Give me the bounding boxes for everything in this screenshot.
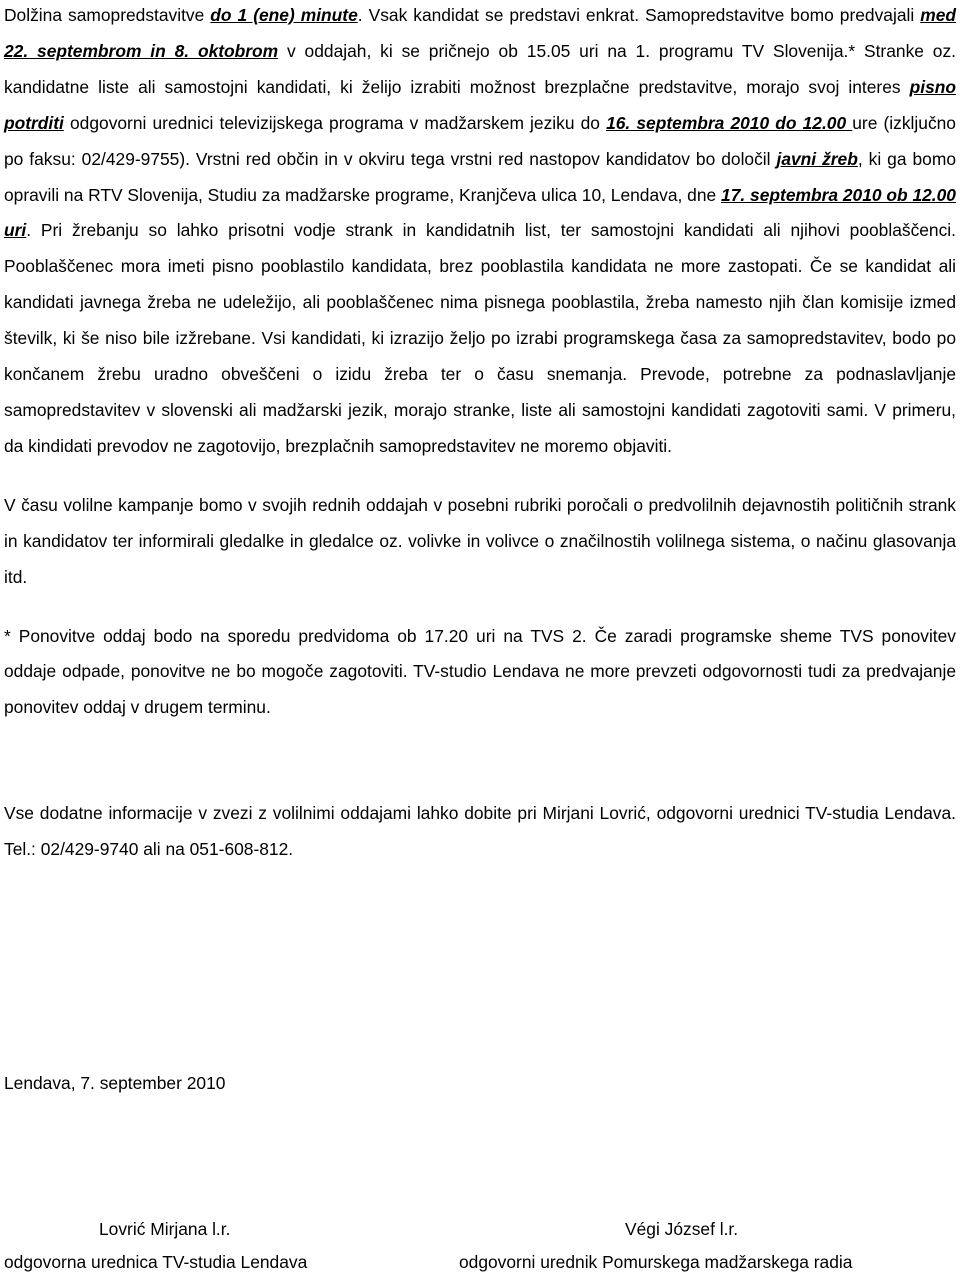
signature-right-name: Végi József l.r. (625, 1219, 739, 1239)
signature-right-role: odgovorni urednik Pomurskega madžarskega radia (459, 1252, 853, 1272)
emphasis-written-confirmation: pisno potrditi (4, 76, 956, 133)
text-segment: . Vsak kandidat se predstavi enkrat. Samopredstavitve bomo predvajali (357, 5, 921, 25)
emphasis-deadline: 16. septembra 2010 do 12.00 (606, 112, 853, 133)
text-segment: v oddajah, ki se pričnejo ob 15.05 uri na 1. programu TV Slovenija.* Stranke oz. kandidatne liste ali samostojni kandidati, ki želijo izrabiti možnost brezplačne predstavitve, morajo svoj interes (4, 40, 956, 97)
text-segment: . Pri žrebanju so lahko prisotni vodje strank in kandidatnih list, ter samostojni kandidati ali njihovi pooblaščenci. Pooblaščenec mora imeti pisno pooblastilo kandidata, brez pooblastila kandidata ne more zastopati. Če se kandidat ali kandidati javnega žreba ne udeležijo, ali pooblaščenec nima pisnega pooblastila, žreba namesto njih član komisije izmed številk, ki še niso bile izžrebane. Vsi kandidati, ki izrazijo željo po izrabi programskega časa za samopredstavitev, bodo po končanem žrebu uradno obveščeni o izidu žreba ter o času snemanja. Prevode, potrebne za podnaslavljanje samopredstavitev v slovenski ali madžarski jezik, morajo stranke, liste ali samostojni kandidati zagotoviti sami. V primeru, da kindidati prevodov ne zagotovijo, brezplačnih samopredstavitev ne moremo objaviti. (4, 220, 956, 456)
emphasis-duration: do 1 (ene) minute (210, 5, 358, 25)
signature-left-name: Lovrić Mirjana l.r. (99, 1219, 231, 1239)
text-segment: Dolžina samopredstavitve (4, 5, 211, 25)
paragraph-campaign-coverage: V času volilne kampanje bomo v svojih rednih oddajah v posebni rubriki poročali o predvolilnih dejavnostih političnih strank in kandidatov ter informirali gledalke in gledalce oz. volivke in volivce o značilnostih volilnega sistema, o načinu glasovanja itd. (4, 494, 956, 587)
text-segment: ure (izključno po faksu: 02/429-9755). Vrstni red občin in v okviru tega vrstni red nastopov kandidatov bo določil (4, 112, 956, 169)
document-date: Lendava, 7. september 2010 (4, 1073, 226, 1093)
emphasis-public-draw: javni žreb (776, 148, 858, 169)
signature-left-role: odgovorna urednica TV-studia Lendava (4, 1252, 308, 1272)
paragraph-contact-info: Vse dodatne informacije v zvezi z volilnimi oddajami lahko dobite pri Mirjani Lovrić, odgovorni urednici TV-studia Lendava. Tel.: 02/429-9740 ali na 051-608-812. (4, 803, 956, 860)
text-segment: , ki ga bomo opravili na RTV Slovenija, Studiu za madžarske programe, Kranjčeva ulica 10, Lendava, dne (4, 148, 956, 205)
text-segment: odgovorni urednici televizijskega programa v madžarskem jeziku do (63, 112, 607, 133)
emphasis-draw-date: 17. septembra 2010 ob 12.00 uri (4, 184, 956, 241)
emphasis-broadcast-period: med 22. septembrom in 8. oktobrom (4, 5, 956, 61)
document-page (4, 0, 956, 868)
paragraph-self-presentation (4, 0, 956, 465)
paragraph-repeats-note: * Ponovitve oddaj bodo na sporedu predvidoma ob 17.20 uri na TVS 2. Če zaradi programske sheme TVS ponovitev oddaje odpade, ponovitve ne bo mogoče zagotoviti. TV-studio Lendava ne more prevzeti odgovornosti tudi za predvajanje ponovitev oddaj v drugem terminu. (4, 625, 956, 718)
